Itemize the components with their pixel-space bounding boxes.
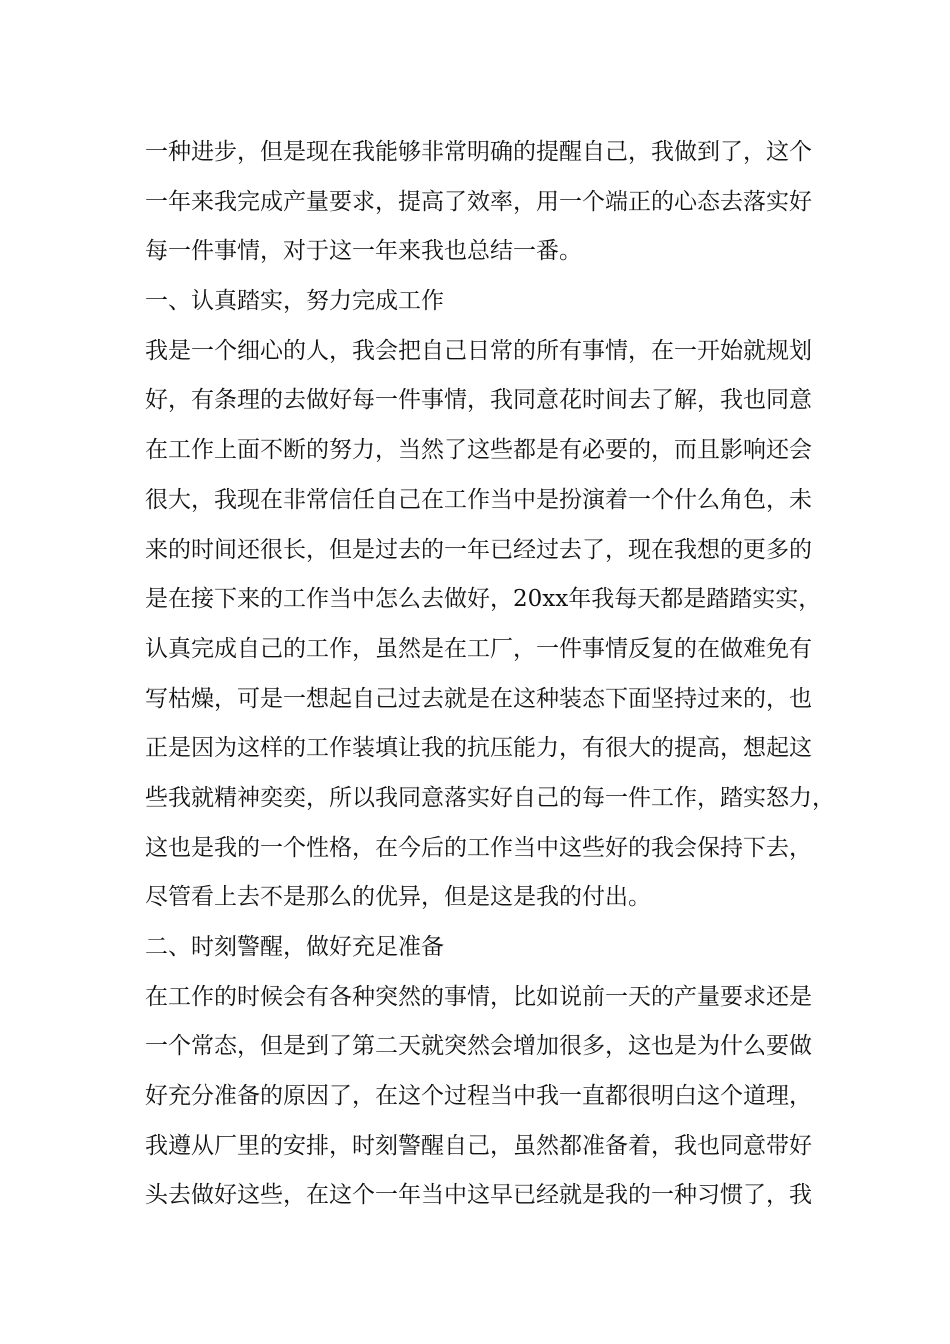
text-line: 好，有条理的去做好每一件事情，我同意花时间去了解，我也同意 [145,387,812,414]
text-line: 很大，我现在非常信任自己在工作当中是扮演着一个什么角色，未 [145,486,812,513]
text-line: 来的时间还很长，但是过去的一年已经过去了，现在我想的更多的 [145,536,812,563]
text-line: 头去做好这些，在这个一年当中这早已经就是我的一种习惯了，我 [145,1182,812,1209]
text-line: 在工作上面不断的努力，当然了这些都是有必要的，而且影响还会 [145,437,812,464]
text-line: 认真完成自己的工作，虽然是在工厂，一件事情反复的在做难免有 [145,635,812,662]
text-line: 这也是我的一个性格，在今后的工作当中这些好的我会保持下去， [145,834,812,861]
text-line: 一个常态，但是到了第二天就突然会增加很多，这也是为什么要做 [145,1033,812,1060]
text-line: 正是因为这样的工作装填让我的抗压能力，有很大的提高，想起这 [145,735,812,762]
text-line: 好充分准备的原因了，在这个过程当中我一直都很明白这个道理， [145,1083,812,1110]
section-heading-1: 一、认真踏实，努力完成工作 [145,288,444,315]
text-line: 在工作的时候会有各种突然的事情，比如说前一天的产量要求还是 [145,983,812,1010]
text-line: 尽管看上去不是那么的优异，但是这是我的付出。 [145,884,651,911]
document-body [145,128,835,1221]
text-line: 一年来我完成产量要求，提高了效率，用一个端正的心态去落实好 [145,188,812,215]
text-line: 每一件事情，对于这一年来我也总结一番。 [145,238,582,265]
text-line: 我是一个细心的人，我会把自己日常的所有事情，在一开始就规划 [145,337,812,364]
section-heading-2: 二、时刻警醒，做好充足准备 [145,934,444,960]
text-line: 一种进步，但是现在我能够非常明确的提醒自己，我做到了，这个 [145,139,812,165]
text-line: 我遵从厂里的安排，时刻警醒自己，虽然都准备着，我也同意带好 [145,1132,812,1159]
text-line: 是在接下来的工作当中怎么去做好，20xx年我每天都是踏踏实实， [145,586,822,613]
text-line: 写枯燥，可是一想起自己过去就是在这种装态下面坚持过来的，也 [145,685,812,712]
text-line: 些我就精神奕奕，所以我同意落实好自己的每一件工作，踏实怒力， [145,784,835,811]
